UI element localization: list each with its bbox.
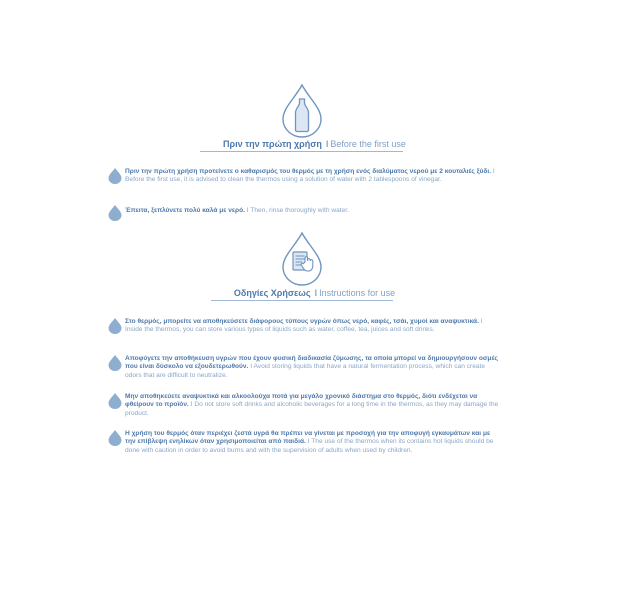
water-drop-bullet-icon (108, 355, 122, 371)
list-item-text (125, 430, 501, 455)
item-separator: I (188, 401, 195, 409)
item-greek: Μην αποθηκεύετε αναψυκτικά και αλκοολούχα ποτά για μεγάλο χρονικό διάστημα στο θερμός, διότι ενδέχεται να φθείρουν το προϊόν. (125, 393, 478, 409)
heading-greek: Πριν την πρώτη χρήση (223, 139, 322, 149)
water-drop-bullet-icon (108, 168, 122, 184)
item-greek: Στο θερμός, μπορείτε να αποθηκεύσετε διάφορους τύπους υγρών όπως νερό, καφές, τσάι, χυμοί και αναψυκτικά. (125, 318, 479, 325)
list-item-text (125, 355, 501, 380)
item-separator: I (248, 363, 254, 371)
item-greek: Έπειτα, ξεπλύνετε πολύ καλά με νερό. (125, 207, 245, 214)
item-separator: I (491, 168, 495, 175)
item-separator: I (478, 318, 483, 325)
item-english: Avoid storing liquids that have a natural fermentation process, which can create odors that are difficult to neutralize. (125, 363, 486, 379)
item-english: Then, rinse thoroughly with water. (250, 207, 349, 214)
item-greek: Πριν την πρώτη χρήση προτείνετε ο καθαρισμός του θερμός με τη χρήση ενός διαλύματος νερού με 2 κουταλιές ξύδι. (125, 168, 492, 175)
item-english: Do not store soft drinks and alcoholic beverages for a long time in the thermos, as they may damage the product. (125, 401, 499, 417)
section-heading-before-first-use (0, 139, 629, 149)
list-item-text (125, 207, 501, 215)
section-heading-instructions (0, 288, 629, 298)
water-drop-bullet-icon (108, 205, 122, 221)
item-greek: Η χρήση του θερμός όταν περιέχει ζεστά υγρά θα πρέπει να γίνεται με προσοχή για την αποφυγή εγκαυμάτων και με την επίβλεψη ενηλίκων όταν χρησιμοποιείται από παιδιά. (125, 430, 491, 446)
list-item-text (125, 318, 501, 335)
item-separator: I (244, 207, 251, 214)
list-item-text (125, 168, 501, 185)
water-drop-bullet-icon (108, 430, 122, 446)
heading-separator: I (314, 288, 318, 298)
item-english: Before the first use, it is advised to clean the thermos using a solution of water with 2 tablespoons of vinegar. (125, 176, 442, 184)
heading-english: Instructions for use (319, 288, 396, 298)
item-english: The use of the thermos when its contains hot liquids should be done with caution in order to avoid burns and with the supervision of adults when used by children. (125, 438, 494, 454)
heading-greek: Οδηγίες Χρήσεως (233, 288, 311, 298)
item-english: Inside the thermos, you can store various types of liquids such as water, coffee, tea, juices and soft drinks. (125, 326, 435, 334)
water-drop-bullet-icon (108, 318, 122, 334)
bottle-drop-icon (281, 84, 323, 138)
heading-separator: I (325, 139, 329, 149)
item-separator: I (305, 438, 312, 446)
heading-underline (211, 300, 393, 301)
water-drop-bullet-icon (108, 393, 122, 409)
item-greek: Αποφύγετε την αποθήκευση υγρών που έχουν φυσική διαδικασία ζύμωσης, τα οποία μπορεί να δημιουργήσουν οσμές που είναι δύσκολο να εξουδετερωθούν. (125, 355, 498, 371)
instructions-drop-icon (281, 232, 323, 286)
heading-english: Before the first use (330, 139, 406, 149)
list-item-text (125, 393, 501, 418)
heading-underline (200, 151, 403, 152)
